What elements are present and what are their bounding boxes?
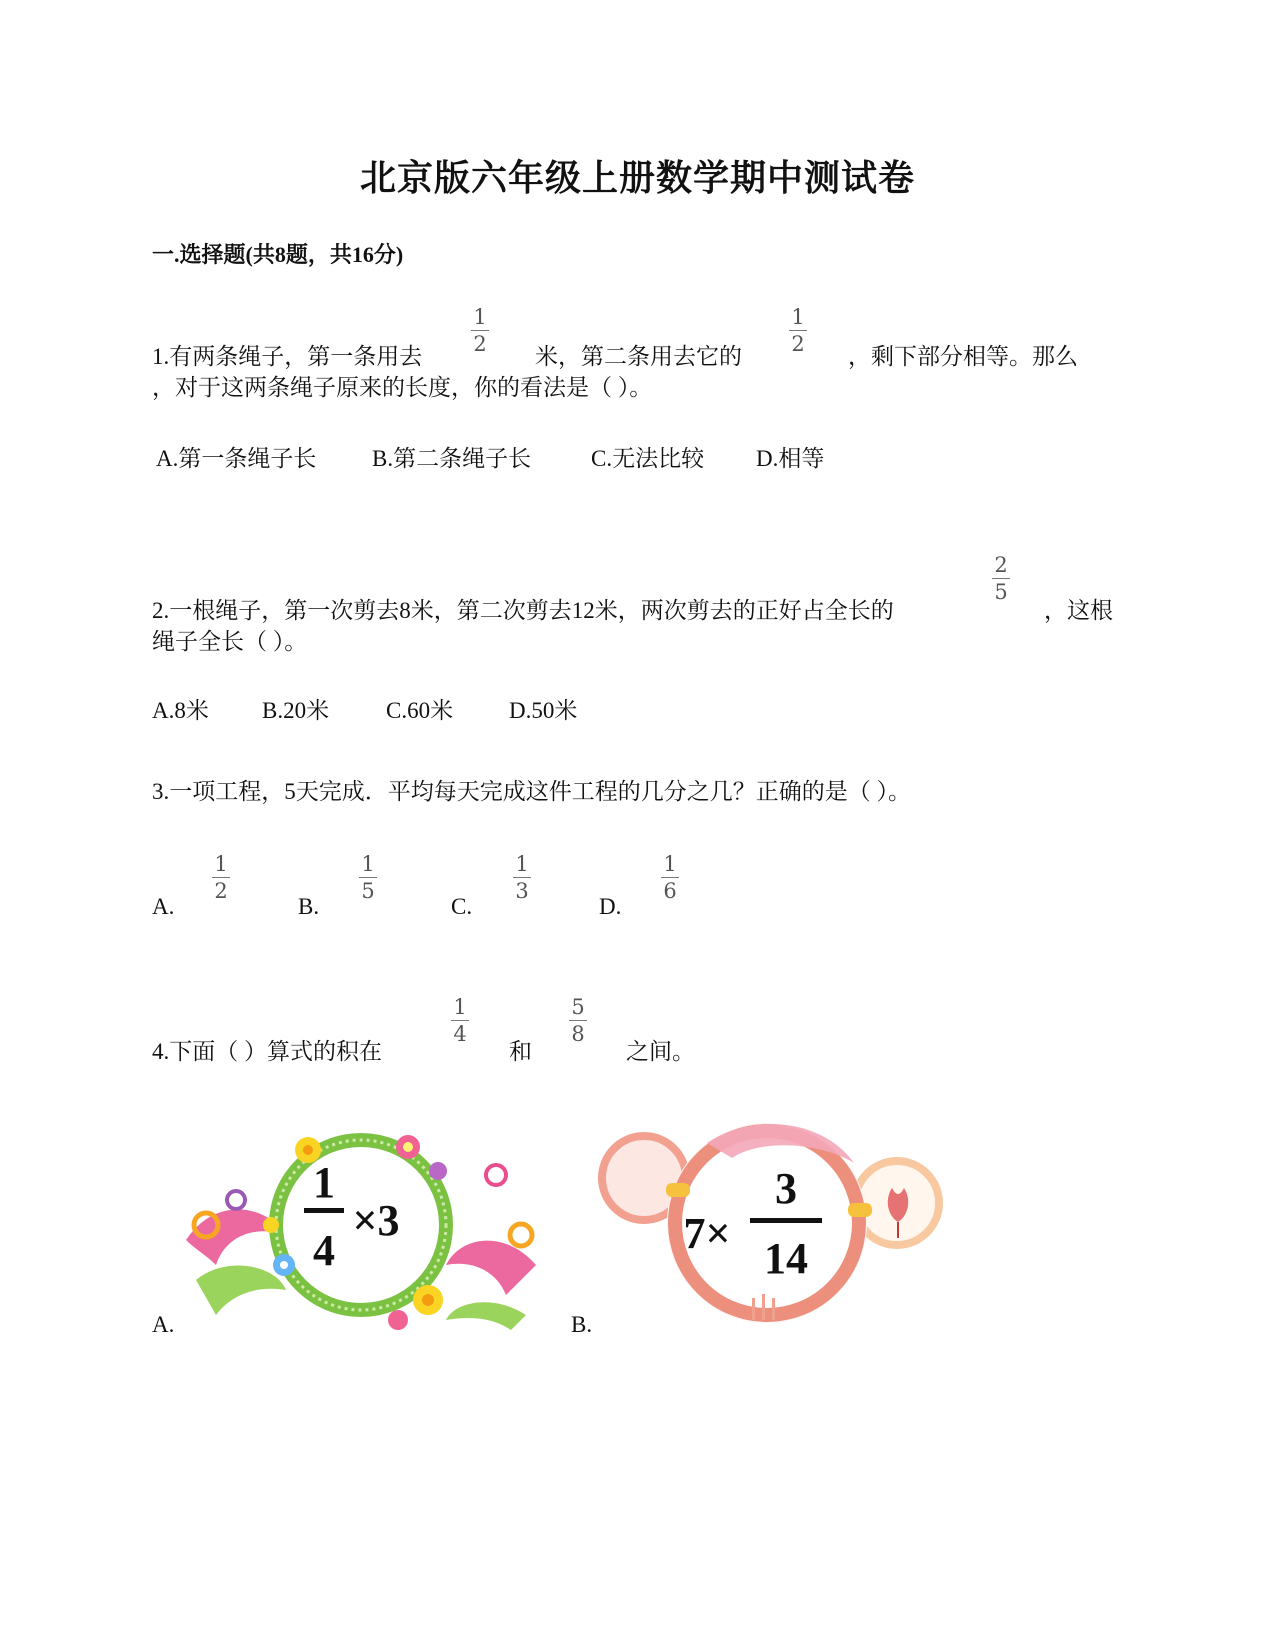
denominator: 8 — [571, 1022, 585, 1046]
q1-option-b: B.第二条绳子长 — [372, 446, 532, 471]
q4-part2: 之间。 — [626, 1039, 695, 1064]
q4-option-a-flower-ring-image — [176, 1115, 546, 1335]
q2-option-a: A.8米 — [152, 698, 209, 723]
expr-b-numerator: 3 — [775, 1164, 797, 1213]
denominator: 3 — [515, 879, 529, 903]
q3-option-a-label: A. — [152, 894, 175, 919]
numerator: 1 — [791, 305, 805, 329]
q4-option-b-label: B. — [571, 1312, 593, 1337]
numerator: 1 — [663, 852, 677, 876]
q4-mid: 和 — [509, 1039, 532, 1064]
numerator: 1 — [473, 305, 487, 329]
q3-option-c-fraction — [508, 853, 536, 902]
q1-option-c: C.无法比较 — [591, 446, 705, 471]
denominator: 4 — [453, 1022, 467, 1046]
q2-option-b: B.20米 — [262, 698, 330, 723]
expr-a-times: ×3 — [352, 1196, 400, 1245]
expr-a-denominator: 4 — [313, 1226, 335, 1275]
expr-b-lead: 7× — [683, 1209, 731, 1258]
denominator: 2 — [473, 332, 487, 356]
q1-option-a: A.第一条绳子长 — [156, 446, 317, 471]
q4-part1: 4.下面（ ）算式的积在 — [152, 1039, 382, 1064]
numerator: 1 — [515, 852, 529, 876]
q2-option-c: C.60米 — [386, 698, 454, 723]
q1-line1-part3: ，剩下部分相等。那么 — [848, 344, 1078, 369]
denominator: 5 — [361, 879, 375, 903]
q2-line2: 绳子全长（ ）。 — [152, 629, 308, 654]
q3-option-a-fraction — [207, 853, 235, 902]
expr-b-denominator: 14 — [764, 1234, 808, 1283]
page-title: 北京版六年级上册数学期中测试卷 — [359, 158, 915, 198]
q4-option-b-pink-ring-image — [592, 1118, 952, 1338]
q3-option-b-label: B. — [298, 894, 320, 919]
numerator: 1 — [214, 852, 228, 876]
numerator: 5 — [571, 995, 585, 1019]
q1-line1-part1: 1.有两条绳子，第一条用去 — [152, 344, 423, 369]
numerator: 1 — [453, 995, 467, 1019]
denominator: 6 — [663, 879, 677, 903]
q3-text: 3.一项工程，5天完成．平均每天完成这件工程的几分之几？正确的是（ ）。 — [152, 779, 911, 804]
q4-fraction-1 — [446, 996, 474, 1045]
denominator: 2 — [214, 879, 228, 903]
q1-fraction-1 — [466, 306, 494, 355]
q4-fraction-2 — [564, 996, 592, 1045]
q2-option-d: D.50米 — [509, 698, 578, 723]
q3-option-b-fraction — [354, 853, 382, 902]
numerator: 2 — [994, 553, 1008, 577]
denominator: 2 — [791, 332, 805, 356]
q2-line1-part2: ，这根 — [1044, 598, 1113, 623]
expr-a-numerator: 1 — [313, 1158, 335, 1207]
q4-option-a-label: A. — [152, 1312, 175, 1337]
q3-option-d-label: D. — [599, 894, 622, 919]
q3-option-c-label: C. — [451, 894, 473, 919]
q1-option-d: D.相等 — [756, 446, 825, 471]
q2-fraction — [987, 554, 1015, 603]
q1-line1-part2: 米，第二条用去它的 — [535, 344, 742, 369]
numerator: 1 — [361, 852, 375, 876]
denominator: 5 — [994, 580, 1008, 604]
q1-fraction-2 — [784, 306, 812, 355]
q1-line2: ，对于这两条绳子原来的长度，你的看法是（ ）。 — [152, 375, 653, 400]
section-heading: 一.选择题(共8题，共16分) — [152, 242, 404, 267]
q3-option-d-fraction — [656, 853, 684, 902]
q2-line1-part1: 2.一根绳子，第一次剪去8米，第二次剪去12米，两次剪去的正好占全长的 — [152, 598, 894, 623]
